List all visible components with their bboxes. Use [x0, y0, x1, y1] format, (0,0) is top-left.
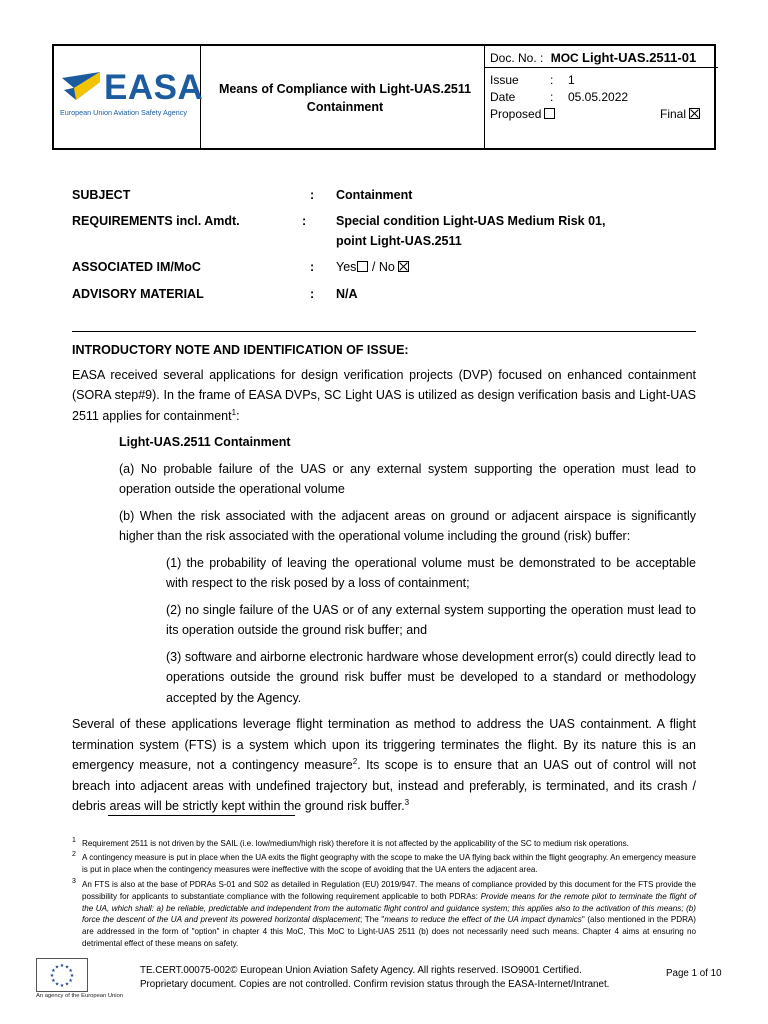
document-title	[204, 80, 486, 116]
footer-line2: Proprietary document. Copies are not controlled. Confirm revision status through the EASA-Internet/Intranet.	[140, 979, 610, 990]
eu-star-icon: ★	[49, 973, 55, 979]
eu-star-icon: ★	[68, 978, 73, 984]
footnote-3-text-c: " (also mentioned in the PDRA) are addressed in the form of "option" in chapter 4 this MoC, This MoC to Light-UAS 2511 (b) does not necessarily need such means. Chapter 4 aims at ensuring no detrimental effect of these means on safety.	[82, 915, 697, 948]
document-title-line1: Means of Compliance with Light-UAS.2511	[218, 82, 472, 96]
eu-star-icon: ★	[64, 964, 70, 971]
footnote-2-text: A contingency measure is put in place when the UA exits the flight geography with the scope to make the UA flying back within the flight geography. An emergency measure is put in place when the contingency measures were ineffective with the scope of avoiding that the UA enters the adjacent area.	[82, 853, 696, 874]
page-number: Page 1 of 10	[666, 968, 722, 979]
footnote-3-text-b: ; The "	[360, 915, 385, 925]
associated-moc-row	[72, 258, 696, 276]
advisory-value: N/A	[336, 287, 358, 301]
requirement-b: (b) When the risk associated with the adjacent areas on ground or adjacent airspace is significantly higher than the risk associated with the operational volume including the ground (risk) buffer:	[119, 508, 696, 543]
footnote-2	[72, 852, 696, 876]
section-divider	[72, 331, 696, 332]
associated-moc-value	[336, 258, 409, 276]
footnote-3	[72, 879, 696, 950]
subject-colon: :	[310, 188, 315, 202]
subject-key: SUBJECT	[72, 188, 131, 202]
no-checkbox-checked	[398, 261, 409, 272]
easa-logo-text: EASA	[104, 68, 204, 107]
date-value: 05.05.2022	[568, 90, 629, 104]
intro-paragraph	[72, 365, 696, 427]
footnote-3-text-a: An FTS is also at the base of PDRAs S-01 and S02 as detailed in Regulation (EU) 2019/947. The means of compliance provided by this document for the FTS provide the possibility for applicants to substantiate compliance with the following requirement applicable to both PDRAs:	[82, 880, 696, 901]
easa-logo	[60, 68, 204, 118]
advisory-row	[72, 285, 696, 303]
yes-checkbox	[357, 261, 368, 272]
footnote-1-number: 1	[72, 837, 76, 844]
requirements-value-line2: point Light-UAS.2511	[336, 234, 462, 248]
yes-label: Yes	[336, 260, 357, 274]
fts-paragraph-text-b: . Its scope is to ensure that an UAS out of control will not breach into adjacent areas with undefined trajectory but, instead and preferably, is terminated, and its crash / debris areas will be strictly kept within the ground risk buffer.	[72, 758, 696, 813]
intro-paragraph-text: EASA received several applications for design verification projects (DVP) focused on enhanced containment (SORA step#9). In the frame of EASA DVPs, SC Light UAS is utilized as design verification basis and Light-UAS 2511 applies for containment	[72, 367, 696, 423]
subject-value: Containment	[336, 188, 413, 202]
eu-star-icon: ★	[68, 968, 73, 974]
document-body	[72, 340, 696, 817]
footer-line1: TE.CERT.00075-002© European Union Aviation Safety Agency. All rights reserved. ISO9001 Certified.	[140, 965, 582, 976]
fts-paragraph-text-a: Several of these applications leverage flight termination as method to address the UAS containment. A flight termination system (FTS) is a system which upon its triggering terminates the flight. By its nature this is an emergency measure, not a contingency measure	[72, 717, 696, 772]
no-label: / No	[368, 260, 399, 274]
proposed-checkbox	[544, 108, 555, 119]
final-status	[660, 106, 700, 123]
doc-number-label: Doc. No. :	[490, 51, 544, 65]
subject-row	[72, 186, 696, 204]
footnote-3-number: 3	[72, 878, 76, 885]
easa-logo-emblem-icon	[60, 70, 102, 106]
final-label: Final	[660, 107, 687, 121]
doc-number-value: Light-UAS.2511-01	[582, 50, 697, 65]
doc-number-row	[484, 46, 718, 68]
requirement-b3: (3) software and airborne electronic hardware whose development error(s) could directly lead to operations outside the ground risk buffer must be developed to a standard or methodology accepted by the Agency.	[166, 649, 696, 705]
footnote-3-quote-2: means to reduce the effect of the UA impact dynamics	[384, 915, 582, 925]
advisory-colon: :	[310, 287, 315, 301]
final-checkbox-checked	[689, 108, 700, 119]
requirement-b1: (1) the probability of leaving the operational volume must be demonstrated to be acceptable with respect to the risk posed by a loss of containment;	[166, 555, 696, 590]
eu-star-icon: ★	[54, 964, 60, 971]
footnote-1	[72, 838, 696, 850]
intro-paragraph-end: :	[236, 408, 240, 423]
eu-star-icon: ★	[59, 983, 65, 989]
eu-flag-icon	[36, 958, 88, 992]
status-row	[490, 106, 714, 123]
footnote-separator	[108, 815, 295, 816]
proposed-label: Proposed	[490, 107, 542, 121]
document-header-table	[52, 44, 716, 150]
issue-row	[490, 72, 714, 89]
footnote-ref-1: 1	[231, 407, 237, 417]
easa-logo-subtitle: European Union Aviation Safety Agency	[60, 108, 187, 117]
requirement-title: Light-UAS.2511 Containment	[119, 435, 291, 449]
requirement-a: (a) No probable failure of the UAS or any external system supporting the operation must lead to operation outside the operational volume	[119, 461, 696, 496]
issue-label: Issue	[490, 73, 519, 87]
footer-legal	[140, 964, 609, 992]
footnote-3-text	[72, 879, 696, 950]
advisory-key: ADVISORY MATERIAL	[72, 287, 204, 301]
eu-star-icon: ★	[51, 968, 56, 974]
eu-star-icon: ★	[51, 978, 56, 984]
associated-moc-key: ASSOCIATED IM/MoC	[72, 260, 201, 274]
requirements-colon: :	[302, 214, 307, 228]
issue-colon: :	[550, 73, 554, 87]
requirements-value-line1: Special condition Light-UAS Medium Risk 01,	[336, 214, 606, 228]
eu-star-icon: ★	[69, 973, 75, 979]
date-colon: :	[550, 90, 554, 104]
fts-paragraph	[72, 714, 696, 817]
footnote-1-text: Requirement 2511 is not driven by the SAIL (i.e. low/medium/high risk) therefore it is not affected by the applicability of the SC to medium risk operations.	[82, 839, 629, 848]
date-row	[490, 89, 714, 106]
footnote-2-number: 2	[72, 851, 76, 858]
eu-agency-caption: An agency of the European Union	[36, 993, 124, 999]
footnote-3-quote: Provide means for the remote pilot to terminate the flight of the UA, which shall: a) be reliable, predictable and independent from the automatic flight control and guidance system; this applies also to the activation of this means; (b) force the descent of the UA and prevent its powered horizontal displacement	[82, 891, 697, 925]
requirements-key: REQUIREMENTS incl. Amdt.	[72, 214, 240, 228]
eu-stars-icon	[37, 959, 87, 991]
section-heading: INTRODUCTORY NOTE AND IDENTIFICATION OF ISSUE:	[72, 343, 409, 357]
doc-number-prefix: MOC	[550, 51, 579, 65]
footnote-ref-2: 2	[352, 756, 358, 766]
eu-star-icon: ★	[59, 963, 65, 969]
requirement-b2: (2) no single failure of the UAS or of any external system supporting the operation must lead to its operation outside the ground risk buffer; and	[166, 602, 696, 637]
requirements-row	[72, 212, 696, 248]
document-info	[490, 50, 714, 123]
date-label: Date	[490, 90, 516, 104]
eu-star-icon: ★	[54, 981, 60, 988]
eu-star-icon: ★	[64, 981, 70, 988]
footnote-ref-3: 3	[404, 797, 410, 807]
associated-moc-colon: :	[310, 260, 315, 274]
document-title-line2: Containment	[306, 100, 384, 114]
issue-value: 1	[568, 73, 575, 87]
